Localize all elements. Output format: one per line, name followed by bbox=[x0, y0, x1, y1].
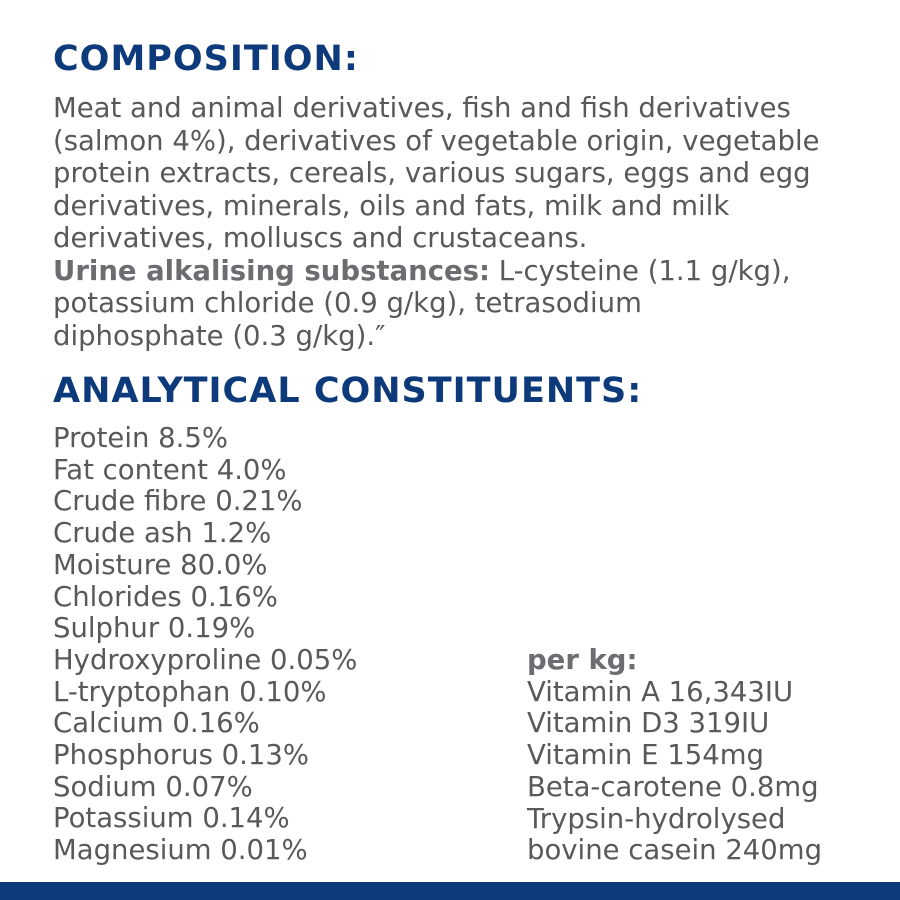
constituent-item: Magnesium 0.01% bbox=[53, 834, 308, 867]
constituent-item: Sulphur 0.19% bbox=[53, 612, 256, 645]
composition-line: derivatives, minerals, oils and fats, milk and milk bbox=[53, 189, 730, 222]
constituent-item: Fat content 4.0% bbox=[53, 453, 287, 486]
constituent-item: Calcium 0.16% bbox=[53, 707, 260, 740]
per-kg-item: Vitamin D3 319IU bbox=[527, 707, 770, 740]
urine-alkalising-label: Urine alkalising substances: bbox=[53, 254, 491, 287]
analytical-constituents-heading: ANALYTICAL CONSTITUENTS: bbox=[53, 371, 643, 411]
constituent-item: Potassium 0.14% bbox=[53, 802, 290, 835]
constituent-item: Sodium 0.07% bbox=[53, 770, 253, 803]
constituent-item: Phosphorus 0.13% bbox=[53, 739, 310, 772]
per-kg-item: bovine casein 240mg bbox=[527, 834, 823, 867]
constituent-item: L-tryptophan 0.10% bbox=[53, 675, 327, 708]
composition-line: (salmon 4%), derivatives of vegetable origin, vegetable bbox=[53, 124, 820, 157]
constituents-list bbox=[53, 423, 357, 867]
constituent-item: Hydroxyproline 0.05% bbox=[53, 643, 358, 676]
urine-alkalising-line: potassium chloride (0.9 g/kg), tetrasodium bbox=[53, 287, 642, 319]
composition-line: derivatives, molluscs and crustaceans. bbox=[53, 222, 588, 254]
per-kg-list bbox=[527, 645, 822, 867]
per-kg-item: Trypsin-hydrolysed bbox=[527, 802, 786, 835]
composition-text bbox=[53, 92, 883, 352]
constituent-item: Crude ash 1.2% bbox=[53, 517, 272, 550]
bottom-bar bbox=[0, 882, 900, 900]
constituent-item: Crude fibre 0.21% bbox=[53, 485, 303, 518]
per-kg-label: per kg: bbox=[527, 644, 638, 676]
urine-alkalising-line: diphosphate (0.3 g/kg).″ bbox=[53, 319, 386, 352]
composition-line: Meat and animal derivatives, fish and fish derivatives bbox=[53, 92, 791, 124]
urine-alkalising-value: L-cysteine (1.1 g/kg), bbox=[490, 254, 791, 287]
constituent-item: Protein 8.5% bbox=[53, 422, 229, 454]
composition-line: protein extracts, cereals, various sugars, eggs and egg bbox=[53, 157, 811, 189]
per-kg-item: Vitamin E 154mg bbox=[527, 739, 764, 772]
urine-alkalising-line bbox=[53, 255, 883, 288]
constituent-item: Moisture 80.0% bbox=[53, 548, 268, 581]
per-kg-item: Beta-carotene 0.8mg bbox=[527, 770, 819, 803]
constituent-item: Chlorides 0.16% bbox=[53, 580, 278, 613]
composition-heading: COMPOSITION: bbox=[53, 39, 359, 79]
per-kg-item: Vitamin A 16,343IU bbox=[527, 675, 794, 708]
